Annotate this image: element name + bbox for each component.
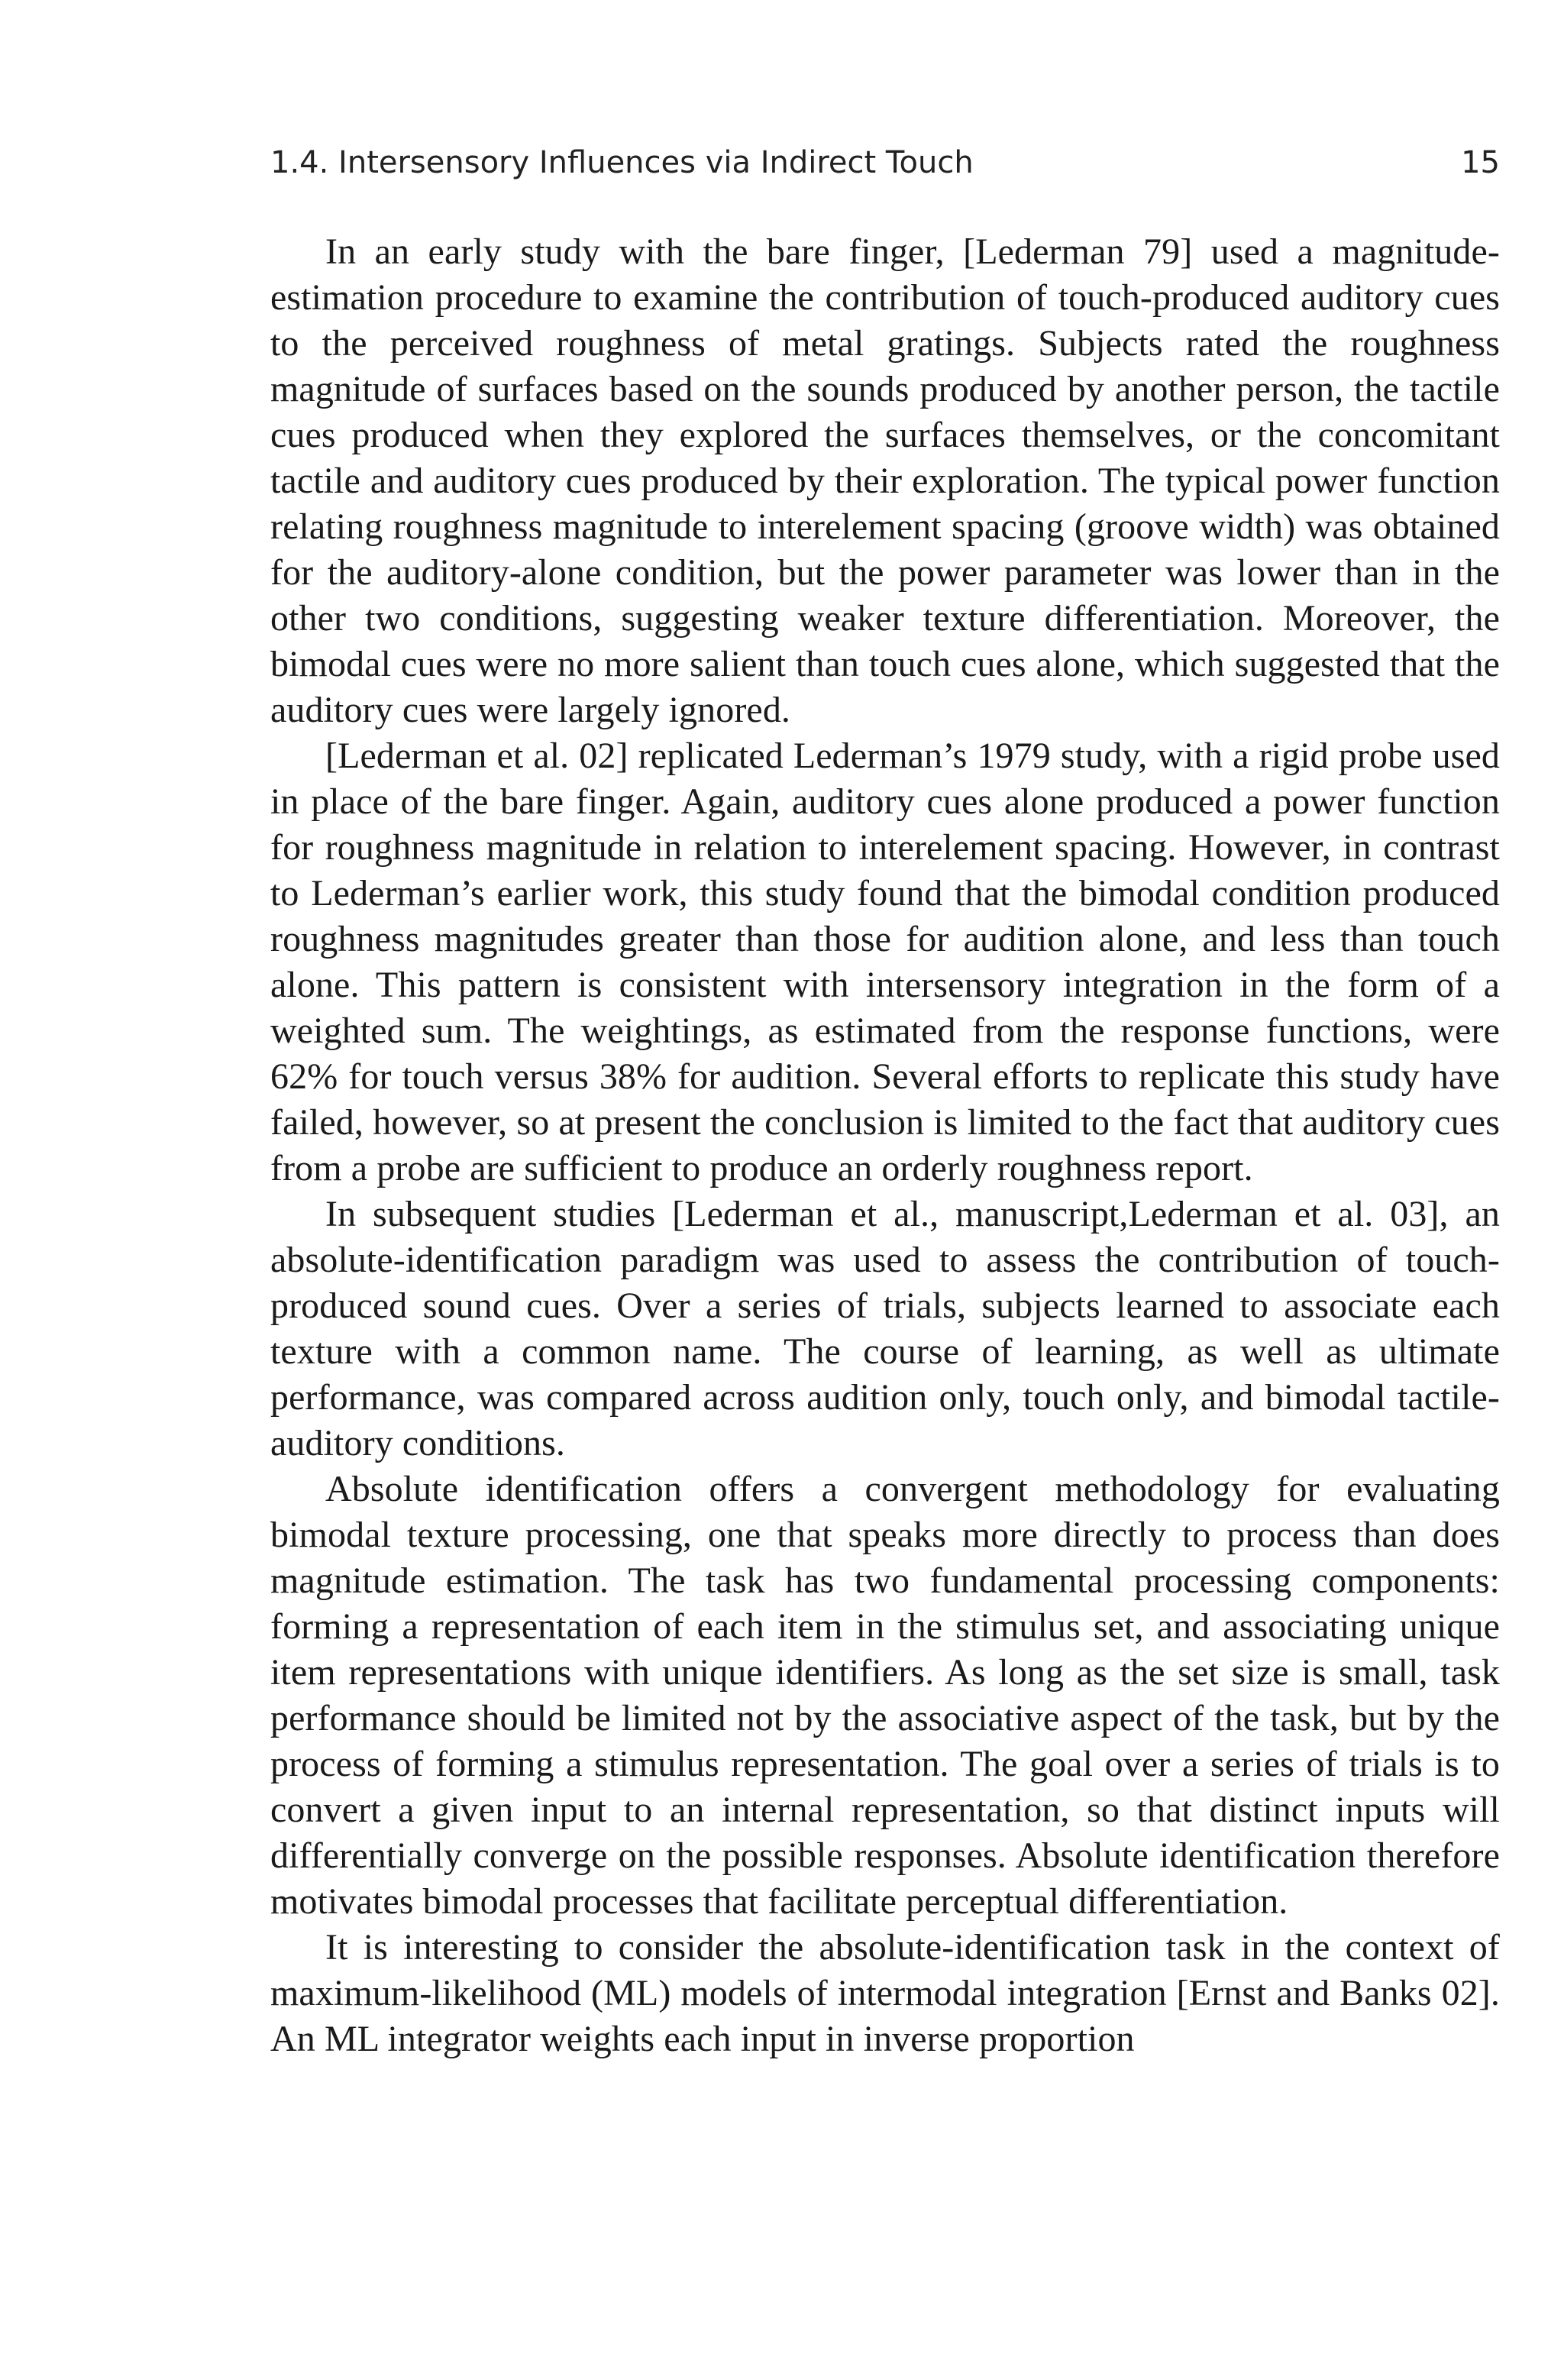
running-head — [270, 145, 1500, 191]
paragraph-5: It is interesting to consider the absolute-identification task in the context of maximum-likelihood (ML) models of intermodal integration [Ernst and Banks 02]. An ML integrator weights each input in inverse proportion — [270, 1927, 1500, 2059]
paragraph-3: In subsequent studies [Lederman et al., manuscript,Lederman et al. 03], an absolute-identification paradigm was used to assess the contribution of touch-produced sound cues. Over a series of trials, subjects learned to associate each texture with a common name. The course of learning, as well as ultimate performance, was compared across audition only, touch only, and bimodal tactile-auditory conditions. — [270, 1194, 1500, 1463]
body-text — [270, 229, 1500, 2062]
page-number: 15 — [1461, 145, 1500, 180]
paragraph-1: In an early study with the bare finger, [Lederman 79] used a magnitude-estimation procedure to examine the contribution of touch-produced auditory cues to the perceived roughness of metal gratings. Subjects rated the roughness magnitude of surfaces based on the sounds produced by another person, the tactile cues produced when they explored the surfaces themselves, or the concomitant tactile and auditory cues produced by their exploration. The typical power function relating roughness magnitude to interelement spacing (groove width) was obtained for the auditory-alone condition, but the power parameter was lower than in the other two conditions, suggesting weaker texture differentiation. Moreover, the bimodal cues were no more salient than touch cues alone, which suggested that the auditory cues were largely ignored. — [270, 231, 1500, 730]
paragraph-2: [Lederman et al. 02] replicated Lederman’s 1979 study, with a rigid probe used in place of the bare finger. Again, auditory cues alone produced a power function for roughness magnitude in relation to interelement spacing. However, in contrast to Lederman’s earlier work, this study found that the bimodal condition produced roughness magnitudes greater than those for audition alone, and less than touch alone. This pattern is consistent with intersensory integration in the form of a weighted sum. The weightings, as estimated from the response functions, were 62% for touch versus 38% for audition. Several efforts to replicate this study have failed, however, so at present the conclusion is limited to the fact that auditory cues from a probe are sufficient to produce an orderly roughness report. — [270, 736, 1500, 1188]
book-page — [270, 145, 1500, 2062]
section-title: 1.4. Intersensory Influences via Indirect Touch — [270, 145, 974, 180]
paragraph-4: Absolute identification offers a convergent methodology for evaluating bimodal texture processing, one that speaks more directly to process than does magnitude estimation. The task has two fundamental processing components: forming a representation of each item in the stimulus set, and associating unique item representations with unique identifiers. As long as the set size is small, task performance should be limited not by the associative aspect of the task, but by the process of forming a stimulus representation. The goal over a series of trials is to convert a given input to an internal representation, so that distinct inputs will differentially converge on the possible responses. Absolute identification therefore motivates bimodal processes that facilitate perceptual differentiation. — [270, 1469, 1500, 1922]
